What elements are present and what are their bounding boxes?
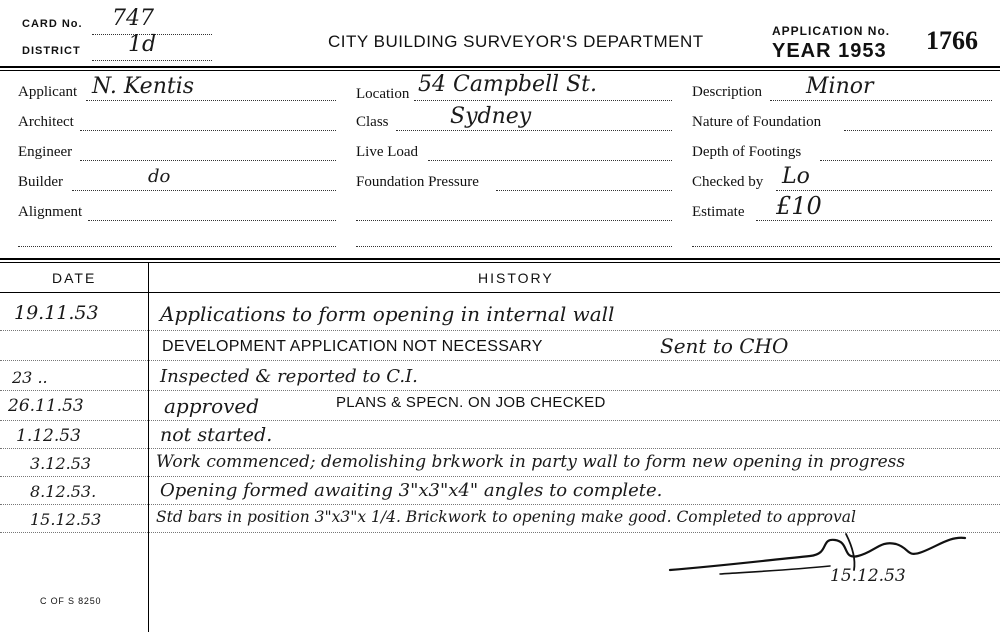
estimate-value: £10 xyxy=(776,192,822,220)
history-entry: Work commenced; demolishing brkwork in party wall to form new opening in progress xyxy=(156,452,906,472)
builder-value: do xyxy=(148,166,171,187)
history-date: 19.11.53 xyxy=(14,302,99,324)
card-no-label: CARD No. xyxy=(22,18,83,30)
checked-by-label: Checked by xyxy=(692,174,764,190)
estimate-label: Estimate xyxy=(692,204,745,220)
history-entry: Applications to form opening in internal wall xyxy=(160,302,615,326)
applicant-value: N. Kentis xyxy=(92,74,195,99)
history-entry: Std bars in position 3"x3"x 1/4. Brickwork to opening make good. Completed to approval xyxy=(156,508,856,526)
district-value: 1d xyxy=(128,32,157,57)
history-date: 1.12.53 xyxy=(16,426,81,446)
history-date: 3.12.53 xyxy=(30,454,92,473)
checked-by-value: Lo xyxy=(782,164,810,189)
district-label: DISTRICT xyxy=(22,45,81,57)
development-stamp: DEVELOPMENT APPLICATION NOT NECESSARY xyxy=(162,338,543,355)
class-label: Class xyxy=(356,114,389,130)
history-entry: Opening formed awaiting 3"x3"x4" angles to complete. xyxy=(160,480,663,501)
application-label: APPLICATION No. xyxy=(772,24,891,38)
depth-of-footings-label: Depth of Footings xyxy=(692,144,802,160)
description-label: Description xyxy=(692,84,762,100)
signature xyxy=(660,526,980,596)
foundation-pressure-label: Foundation Pressure xyxy=(356,174,479,190)
class-value: Sydney xyxy=(450,104,532,129)
year-label: YEAR 1953 xyxy=(772,40,887,62)
history-date: 15.12.53 xyxy=(30,510,102,529)
architect-label: Architect xyxy=(18,114,74,130)
history-entry: Inspected & reported to C.I. xyxy=(160,366,418,387)
history-note: Sent to CHO xyxy=(660,334,789,358)
plans-checked-stamp: PLANS & SPECN. ON JOB CHECKED xyxy=(336,394,606,411)
date-column-header: DATE xyxy=(52,270,97,286)
live-load-label: Live Load xyxy=(356,144,419,160)
history-entry: not started. xyxy=(160,424,273,446)
form-code: C OF S 8250 xyxy=(40,596,102,606)
history-date: 23 .. xyxy=(12,368,48,387)
builder-label: Builder xyxy=(18,174,63,190)
card-no-value: 747 xyxy=(112,6,154,31)
signature-date: 15.12.53 xyxy=(830,566,906,586)
history-date: 26.11.53 xyxy=(8,396,84,416)
engineer-label: Engineer xyxy=(18,144,73,160)
description-value: Minor xyxy=(806,74,874,99)
history-column-header: HISTORY xyxy=(478,270,554,286)
application-number: 1766 xyxy=(926,26,978,55)
applicant-label: Applicant xyxy=(18,84,78,100)
department-title: CITY BUILDING SURVEYOR'S DEPARTMENT xyxy=(328,32,704,51)
location-value: 54 Campbell St. xyxy=(418,72,597,97)
history-date: 8.12.53. xyxy=(30,482,97,501)
location-label: Location xyxy=(356,86,410,102)
nature-of-foundation-label: Nature of Foundation xyxy=(692,114,822,130)
history-entry: approved xyxy=(164,394,260,418)
alignment-label: Alignment xyxy=(18,204,83,220)
